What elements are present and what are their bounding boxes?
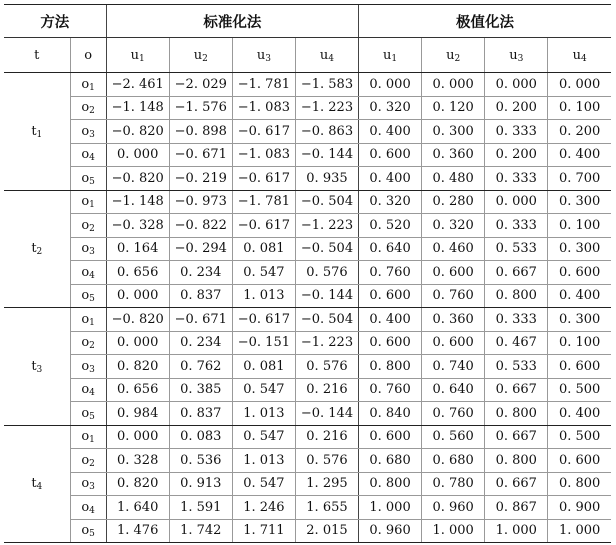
object-label-base: o: [81, 241, 90, 257]
object-cell: [70, 143, 106, 167]
object-cell: [70, 331, 106, 355]
range-value-cell: 0. 400: [548, 284, 611, 308]
object-label-subscript: 4: [89, 388, 95, 399]
std-value-cell: −0. 617: [232, 120, 295, 144]
std-value-cell: −1. 223: [295, 96, 358, 120]
std-value-cell: −0. 504: [295, 237, 358, 261]
range-value-cell: 0. 280: [422, 190, 485, 214]
object-label-subscript: 2: [89, 341, 95, 352]
range-value-cell: 0. 460: [422, 237, 485, 261]
range-value-cell: 0. 667: [485, 425, 548, 449]
std-value-cell: −1. 781: [232, 190, 295, 214]
range-value-cell: 0. 120: [422, 96, 485, 120]
object-cell: [70, 120, 106, 144]
std-value-cell: 0. 935: [295, 167, 358, 191]
range-value-cell: 0. 300: [548, 190, 611, 214]
object-label-subscript: 2: [89, 458, 95, 469]
object-label-base: o: [81, 170, 90, 186]
range-value-cell: 1. 000: [485, 519, 548, 543]
col-header-rng-u3: [485, 38, 548, 73]
std-value-cell: 0. 547: [232, 378, 295, 402]
range-value-cell: 0. 300: [548, 237, 611, 261]
time-label-base: t: [31, 476, 37, 492]
object-cell: [70, 284, 106, 308]
std-value-cell: −0. 617: [232, 308, 295, 332]
std-value-cell: −0. 144: [295, 402, 358, 426]
object-label-base: o: [81, 194, 90, 210]
range-value-cell: 0. 360: [422, 308, 485, 332]
std-value-cell: −2. 029: [169, 73, 232, 97]
u-label-base: u: [193, 47, 203, 63]
object-label-base: o: [81, 429, 90, 445]
object-cell: [70, 355, 106, 379]
range-value-cell: 0. 760: [359, 378, 422, 402]
range-value-cell: 0. 000: [422, 73, 485, 97]
object-cell: [70, 214, 106, 238]
std-value-cell: 0. 913: [169, 472, 232, 496]
std-value-cell: 0. 216: [295, 425, 358, 449]
method-header: 方法: [4, 5, 106, 38]
object-label-base: o: [81, 123, 90, 139]
range-value-cell: 0. 400: [359, 120, 422, 144]
range-value-cell: 0. 533: [485, 355, 548, 379]
range-value-cell: 0. 320: [422, 214, 485, 238]
range-value-cell: 0. 600: [548, 449, 611, 473]
std-value-cell: 1. 742: [169, 519, 232, 543]
u-label-base: u: [256, 47, 266, 63]
table-row: [4, 378, 611, 402]
range-value-cell: 0. 680: [359, 449, 422, 473]
object-cell: [70, 73, 106, 97]
std-value-cell: 0. 820: [106, 355, 169, 379]
object-cell: [70, 496, 106, 520]
std-value-cell: 0. 234: [169, 331, 232, 355]
object-label-base: o: [81, 358, 90, 374]
range-value-cell: 0. 640: [422, 378, 485, 402]
std-value-cell: 1. 640: [106, 496, 169, 520]
range-value-cell: 0. 600: [422, 331, 485, 355]
range-value-cell: 0. 960: [359, 519, 422, 543]
range-value-cell: 0. 000: [485, 73, 548, 97]
range-value-cell: 0. 600: [548, 355, 611, 379]
object-label-base: o: [81, 288, 90, 304]
table-row: [4, 519, 611, 543]
range-value-cell: 0. 000: [485, 190, 548, 214]
std-value-cell: 0. 234: [169, 261, 232, 285]
object-cell: [70, 519, 106, 543]
table-row: [4, 472, 611, 496]
range-value-cell: 0. 320: [359, 190, 422, 214]
range-value-cell: 0. 960: [422, 496, 485, 520]
object-label-subscript: 3: [89, 482, 95, 493]
time-label-subscript: 4: [36, 482, 43, 493]
header-row-groups: [4, 5, 611, 38]
object-cell: [70, 237, 106, 261]
range-value-cell: 0. 760: [422, 402, 485, 426]
std-value-cell: −0. 671: [169, 308, 232, 332]
range-value-cell: 0. 100: [548, 96, 611, 120]
u-label-base: u: [383, 47, 392, 63]
std-value-cell: 2. 015: [295, 519, 358, 543]
table-row: [4, 120, 611, 144]
object-label-base: o: [81, 476, 90, 492]
range-value-cell: 0. 467: [485, 331, 548, 355]
range-value-cell: 0. 760: [359, 261, 422, 285]
table-row: [4, 331, 611, 355]
std-value-cell: 0. 216: [295, 378, 358, 402]
standardization-header: 标准化法: [106, 5, 358, 38]
std-value-cell: 0. 820: [106, 472, 169, 496]
std-value-cell: −0. 822: [169, 214, 232, 238]
range-value-cell: 0. 800: [485, 402, 548, 426]
object-label-subscript: 4: [89, 153, 95, 164]
table-row: [4, 143, 611, 167]
range-value-cell: 1. 000: [359, 496, 422, 520]
range-value-cell: 0. 480: [422, 167, 485, 191]
range-value-cell: 0. 600: [359, 143, 422, 167]
std-value-cell: 0. 837: [169, 402, 232, 426]
std-value-cell: −0. 820: [106, 167, 169, 191]
std-value-cell: −0. 294: [169, 237, 232, 261]
std-value-cell: −1. 576: [169, 96, 232, 120]
object-label-subscript: 1: [89, 317, 95, 328]
object-label-base: o: [81, 76, 90, 92]
std-value-cell: −1. 083: [232, 143, 295, 167]
range-header: 极值化法: [359, 5, 611, 38]
table-row: [4, 308, 611, 332]
range-value-cell: 0. 840: [359, 402, 422, 426]
std-value-cell: 0. 385: [169, 378, 232, 402]
object-label-base: o: [81, 382, 90, 398]
std-value-cell: −1. 223: [295, 331, 358, 355]
std-value-cell: 0. 081: [232, 355, 295, 379]
object-label-subscript: 5: [89, 411, 95, 422]
range-value-cell: 0. 560: [422, 425, 485, 449]
std-value-cell: 0. 984: [106, 402, 169, 426]
header-row-columns: [4, 38, 611, 73]
range-value-cell: 0. 200: [548, 120, 611, 144]
u-label-base: u: [509, 47, 518, 63]
std-value-cell: 1. 295: [295, 472, 358, 496]
std-value-cell: −0. 973: [169, 190, 232, 214]
col-header-std-u1: [106, 38, 169, 73]
u-label-subscript: 3: [517, 53, 524, 64]
table-row: [4, 96, 611, 120]
std-value-cell: 0. 656: [106, 378, 169, 402]
u-label-base: u: [446, 47, 455, 63]
object-label-subscript: 2: [89, 106, 95, 117]
object-label-base: o: [81, 100, 90, 116]
time-label-base: t: [31, 241, 37, 257]
table-row: [4, 73, 611, 97]
object-label-subscript: 4: [89, 270, 95, 281]
time-cell: [4, 425, 70, 543]
range-value-cell: 0. 800: [359, 355, 422, 379]
std-value-cell: −0. 504: [295, 190, 358, 214]
std-value-cell: 0. 837: [169, 284, 232, 308]
object-cell: [70, 472, 106, 496]
range-value-cell: 0. 700: [548, 167, 611, 191]
range-value-cell: 0. 400: [359, 308, 422, 332]
range-value-cell: 0. 600: [422, 261, 485, 285]
col-t-header: t: [4, 38, 70, 73]
std-value-cell: −0. 144: [295, 284, 358, 308]
table-row: [4, 425, 611, 449]
range-value-cell: 0. 800: [359, 472, 422, 496]
std-value-cell: 0. 536: [169, 449, 232, 473]
u-label-subscript: 4: [580, 53, 587, 64]
std-value-cell: 0. 081: [232, 237, 295, 261]
std-value-cell: −0. 144: [295, 143, 358, 167]
time-label-subscript: 2: [36, 247, 43, 258]
std-value-cell: 1. 013: [232, 449, 295, 473]
std-value-cell: −1. 583: [295, 73, 358, 97]
object-label-base: o: [81, 264, 90, 280]
range-value-cell: 0. 200: [485, 143, 548, 167]
time-label-base: t: [31, 358, 37, 374]
std-value-cell: 0. 164: [106, 237, 169, 261]
object-label-base: o: [81, 452, 90, 468]
object-cell: [70, 402, 106, 426]
range-value-cell: 0. 600: [359, 425, 422, 449]
std-value-cell: −0. 504: [295, 308, 358, 332]
range-value-cell: 0. 333: [485, 167, 548, 191]
col-o-header: o: [70, 38, 106, 73]
object-label-subscript: 4: [89, 505, 95, 516]
range-value-cell: 0. 320: [359, 96, 422, 120]
std-value-cell: 0. 000: [106, 143, 169, 167]
range-value-cell: 0. 200: [485, 96, 548, 120]
object-label-subscript: 3: [89, 364, 95, 375]
std-value-cell: 1. 476: [106, 519, 169, 543]
range-value-cell: 0. 680: [422, 449, 485, 473]
range-value-cell: 0. 500: [548, 378, 611, 402]
object-label-subscript: 2: [89, 223, 95, 234]
std-value-cell: 1. 013: [232, 284, 295, 308]
table-row: [4, 167, 611, 191]
std-value-cell: 0. 656: [106, 261, 169, 285]
range-value-cell: 0. 400: [359, 167, 422, 191]
range-value-cell: 0. 800: [485, 284, 548, 308]
object-cell: [70, 308, 106, 332]
object-label-subscript: 1: [89, 200, 95, 211]
u-label-subscript: 3: [265, 53, 271, 64]
u-label-subscript: 4: [328, 53, 335, 64]
std-value-cell: −1. 148: [106, 190, 169, 214]
table-row: [4, 261, 611, 285]
col-header-rng-u1: [359, 38, 422, 73]
u-label-subscript: 2: [454, 53, 461, 64]
object-cell: [70, 96, 106, 120]
std-value-cell: −2. 461: [106, 73, 169, 97]
range-value-cell: 0. 500: [548, 425, 611, 449]
object-label-base: o: [81, 523, 90, 539]
range-value-cell: 0. 900: [548, 496, 611, 520]
range-value-cell: 0. 100: [548, 214, 611, 238]
object-cell: [70, 261, 106, 285]
std-value-cell: −1. 083: [232, 96, 295, 120]
std-value-cell: −0. 151: [232, 331, 295, 355]
table-row: [4, 402, 611, 426]
object-cell: [70, 449, 106, 473]
table-row: [4, 214, 611, 238]
std-value-cell: 0. 000: [106, 331, 169, 355]
std-value-cell: 1. 591: [169, 496, 232, 520]
range-value-cell: 0. 667: [485, 378, 548, 402]
table-row: [4, 190, 611, 214]
col-header-std-u4: [295, 38, 358, 73]
range-value-cell: 0. 300: [548, 308, 611, 332]
std-value-cell: −0. 671: [169, 143, 232, 167]
table-row: [4, 355, 611, 379]
range-value-cell: 0. 520: [359, 214, 422, 238]
table-row: [4, 284, 611, 308]
std-value-cell: −0. 898: [169, 120, 232, 144]
range-value-cell: 0. 600: [359, 284, 422, 308]
range-value-cell: 0. 333: [485, 214, 548, 238]
range-value-cell: 0. 867: [485, 496, 548, 520]
range-value-cell: 1. 000: [422, 519, 485, 543]
u-label-base: u: [319, 47, 329, 63]
range-value-cell: 1. 000: [548, 519, 611, 543]
std-value-cell: 0. 576: [295, 449, 358, 473]
range-value-cell: 0. 667: [485, 472, 548, 496]
std-value-cell: −0. 328: [106, 214, 169, 238]
std-value-cell: 0. 000: [106, 425, 169, 449]
object-label-base: o: [81, 147, 90, 163]
table-row: [4, 449, 611, 473]
object-label-base: o: [81, 335, 90, 351]
range-value-cell: 0. 780: [422, 472, 485, 496]
object-cell: [70, 378, 106, 402]
range-value-cell: 0. 800: [548, 472, 611, 496]
col-header-std-u3: [232, 38, 295, 73]
object-cell: [70, 425, 106, 449]
object-label-subscript: 3: [89, 247, 95, 258]
object-label-base: o: [81, 217, 90, 233]
range-value-cell: 0. 360: [422, 143, 485, 167]
std-value-cell: −1. 223: [295, 214, 358, 238]
std-value-cell: 0. 000: [106, 284, 169, 308]
u-label-base: u: [572, 47, 581, 63]
std-value-cell: 0. 328: [106, 449, 169, 473]
time-cell: [4, 190, 70, 308]
std-value-cell: 1. 246: [232, 496, 295, 520]
std-value-cell: 1. 013: [232, 402, 295, 426]
object-label-subscript: 5: [89, 529, 95, 540]
object-label-subscript: 3: [89, 129, 95, 140]
object-label-subscript: 1: [89, 82, 95, 93]
object-label-subscript: 5: [89, 294, 95, 305]
std-value-cell: 0. 547: [232, 472, 295, 496]
object-cell: [70, 167, 106, 191]
std-value-cell: −0. 617: [232, 214, 295, 238]
range-value-cell: 0. 667: [485, 261, 548, 285]
std-value-cell: 0. 083: [169, 425, 232, 449]
range-value-cell: 0. 533: [485, 237, 548, 261]
std-value-cell: −0. 617: [232, 167, 295, 191]
u-label-subscript: 1: [391, 53, 398, 64]
std-value-cell: −0. 820: [106, 308, 169, 332]
u-label-base: u: [130, 47, 139, 63]
object-label-base: o: [81, 405, 90, 421]
range-value-cell: 0. 400: [548, 402, 611, 426]
range-value-cell: 0. 600: [359, 331, 422, 355]
std-value-cell: 0. 547: [232, 425, 295, 449]
col-header-rng-u4: [548, 38, 611, 73]
range-value-cell: 0. 000: [548, 73, 611, 97]
time-label-base: t: [31, 123, 37, 139]
object-cell: [70, 190, 106, 214]
range-value-cell: 0. 740: [422, 355, 485, 379]
std-value-cell: 0. 547: [232, 261, 295, 285]
std-value-cell: 0. 576: [295, 261, 358, 285]
std-value-cell: −1. 781: [232, 73, 295, 97]
time-cell: [4, 73, 70, 191]
data-table: [4, 4, 611, 543]
object-label-subscript: 1: [89, 435, 95, 446]
time-label-subscript: 1: [36, 129, 43, 140]
time-label-subscript: 3: [36, 364, 43, 375]
range-value-cell: 0. 300: [422, 120, 485, 144]
range-value-cell: 0. 640: [359, 237, 422, 261]
u-label-subscript: 2: [202, 53, 208, 64]
range-value-cell: 0. 333: [485, 308, 548, 332]
range-value-cell: 0. 100: [548, 331, 611, 355]
range-value-cell: 0. 800: [485, 449, 548, 473]
table-body: [4, 73, 611, 543]
std-value-cell: 1. 655: [295, 496, 358, 520]
object-label-base: o: [81, 311, 90, 327]
std-value-cell: −1. 148: [106, 96, 169, 120]
range-value-cell: 0. 400: [548, 143, 611, 167]
col-header-rng-u2: [422, 38, 485, 73]
std-value-cell: −0. 820: [106, 120, 169, 144]
range-value-cell: 0. 333: [485, 120, 548, 144]
range-value-cell: 0. 000: [359, 73, 422, 97]
object-label-subscript: 5: [89, 176, 95, 187]
std-value-cell: −0. 863: [295, 120, 358, 144]
range-value-cell: 0. 600: [548, 261, 611, 285]
std-value-cell: 0. 762: [169, 355, 232, 379]
table-row: [4, 237, 611, 261]
col-header-std-u2: [169, 38, 232, 73]
range-value-cell: 0. 760: [422, 284, 485, 308]
u-label-subscript: 1: [139, 53, 145, 64]
object-label-base: o: [81, 499, 90, 515]
time-cell: [4, 308, 70, 426]
table-row: [4, 496, 611, 520]
std-value-cell: 0. 576: [295, 355, 358, 379]
std-value-cell: −0. 219: [169, 167, 232, 191]
std-value-cell: 1. 711: [232, 519, 295, 543]
